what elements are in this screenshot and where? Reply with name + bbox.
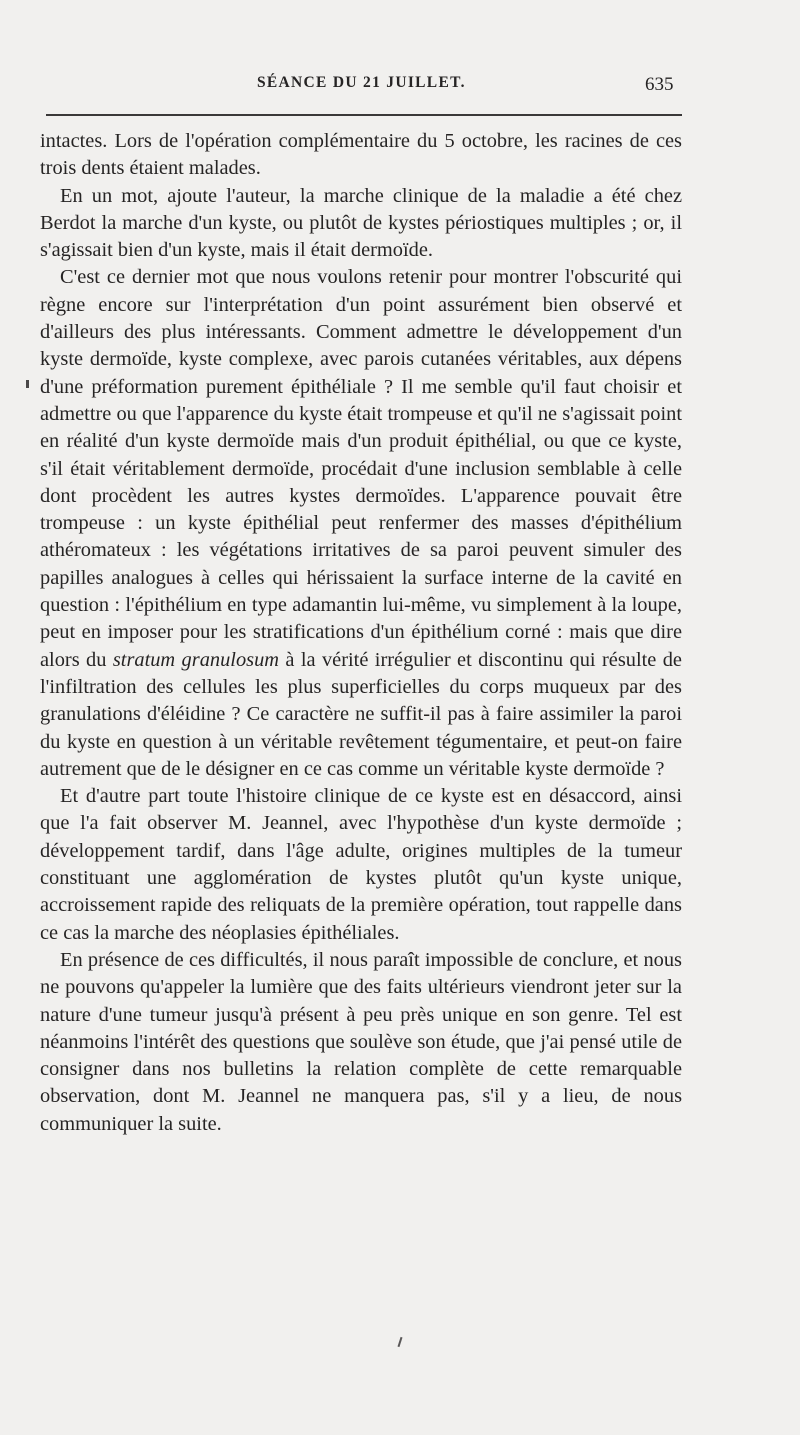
paragraph-4: Et d'autre part toute l'histoire clinique de ce kyste est en désaccord, ainsi que l'a fait observer M. Jeannel, avec l'hypothèse d'un kyste dermoïde ; développement tardif, dans l'âge adulte, origines multiples de la tumeur constituant une agglomération de kystes plutôt qu'un kyste unique, accroissement rapide des reliquats de la première opération, tout rappelle dans ce cas la marche des néoplasies épithéliales. <box>40 785 682 944</box>
paragraph-3-text-continued: à la vérité irrégulier et discontinu qui résulte de l'infiltration des cellules les plus superficielles du corps muqueux par des granulations d'éléidine ? Ce caractère ne suffit-il pas à faire assimiler la paroi du kyste en question à un véritable revêtement tégumentaire, et peut-on faire autrement que de le désigner en ce cas comme un véritable kyste dermoïde ? <box>40 648 682 780</box>
margin-mark <box>26 380 29 388</box>
running-title: SÉANCE DU 21 JUILLET. <box>257 74 466 91</box>
body-text <box>40 128 682 1138</box>
running-header <box>0 74 800 104</box>
paragraph-1: intactes. Lors de l'opération complémentaire du 5 octobre, les racines de ces trois dents étaient malades. <box>40 130 682 180</box>
paragraph-2: En un mot, ajoute l'auteur, la marche clinique de la maladie a été chez Berdot la marche d'un kyste, ou plutôt de kystes périostiques multiples ; or, il s'agissait bien d'un kyste, mais il était dermoïde. <box>40 184 682 262</box>
bottom-mark <box>398 1337 403 1347</box>
header-rule <box>46 114 682 116</box>
page-number: 635 <box>645 74 674 95</box>
paragraph-3-italic-term: stratum granulosum <box>112 648 279 671</box>
paragraph-3-text: C'est ce dernier mot que nous voulons retenir pour montrer l'obscurité qui règne encore sur l'interprétation d'un point assurément bien observé et d'ailleurs des plus intéressants. Comment admettre le développement d'un kyste dermoïde, kyste complexe, avec parois cutanées véritables, aux dépens d'une préformation purement épithéliale ? Il me semble qu'il faut choisir et admettre ou que l'apparence du kyste était trompeuse et qu'il ne s'agissait point en réalité d'un kyste dermoïde mais d'un produit épithélial, ou que ce kyste, s'il était véritablement dermoïde, procédait d'une inclusion semblable à celle dont procèdent les autres kystes dermoïdes. L'apparence pouvait être trompeuse : un kyste épithélial peut renfermer des masses d'épithélium athéromateux : les végétations irritatives de sa paroi peuvent simuler des papilles analogues à celles qui hérissaient la surface interne de la cavité en question : l'épithélium en type adamantin lui-même, vu simplement à la loupe, peut en imposer pour les stratifications d'un épithélium corné : mais que dire alors du <box>40 266 682 671</box>
paragraph-3 <box>40 264 682 783</box>
paragraph-5: En présence de ces difficultés, il nous paraît impossible de conclure, et nous ne pouvons qu'appeler la lumière que des faits ultérieurs viendront jeter sur la nature d'une tumeur jusqu'à présent à peu près unique en son genre. Tel est néanmoins l'intérêt des questions que soulève son étude, que j'ai pensé utile de consigner dans nos bulletins la relation complète de cette remarquable observation, dont M. Jeannel ne manquera pas, s'il y a lieu, de nous communiquer la suite. <box>40 948 682 1135</box>
